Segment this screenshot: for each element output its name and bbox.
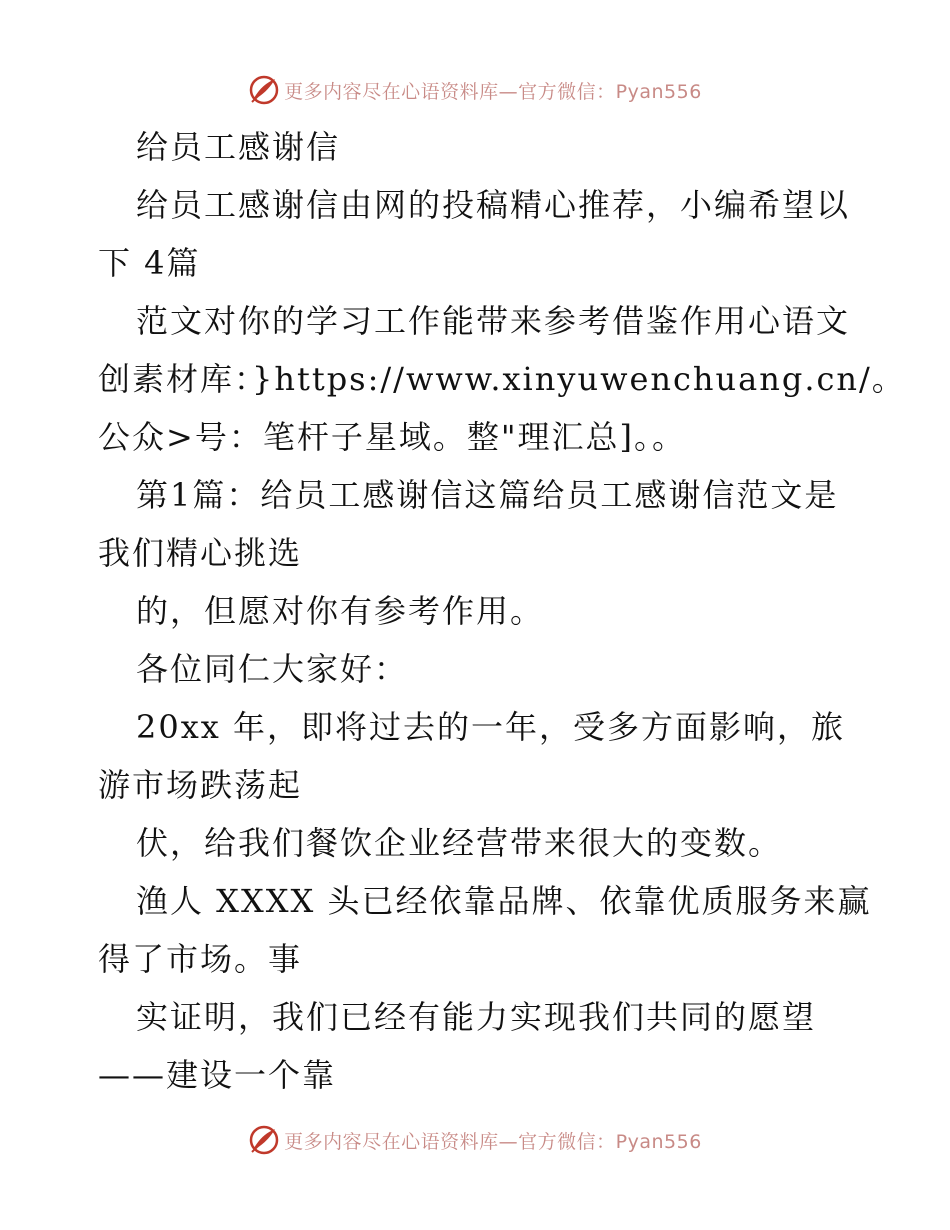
text-line: 的，但愿对你有参考作用。 [136,592,545,630]
text-line: 创素材库：}https://www.xinyuwenchuang.cn/。 [98,360,906,398]
text-line: 公众>号：笔杆子星域。整"理汇总]。。 [98,418,687,456]
text-line: 给员工感谢信由网的投稿精心推荐，小编希望以 [136,186,851,224]
text-line: 渔人 XXXX 头已经依靠品牌、依靠优质服务来赢 [136,882,872,920]
document-body [98,118,906,1104]
text-line: 我们精心挑选 [98,534,303,572]
text-line: 实证明，我们已经有能力实现我们共同的愿望 [136,998,817,1036]
quill-logo-icon [248,74,280,106]
text-line: ——建设一个靠 [98,1056,337,1094]
text-line: 20xx 年，即将过去的一年，受多方面影响，旅 [136,708,845,746]
footer-banner-text: 更多内容尽在心语资料库—官方微信：Pyan556 [284,1130,702,1153]
text-line: 第1篇：给员工感谢信这篇给员工感谢信范文是 [136,476,839,514]
text-line: 游市场跌荡起 [98,766,303,804]
text-line: 各位同仁大家好： [136,650,409,688]
text-line: 得了市场。事 [98,940,303,978]
header-banner-text: 更多内容尽在心语资料库—官方微信：Pyan556 [284,80,702,103]
text-line: 伏，给我们餐饮企业经营带来很大的变数。 [136,824,783,862]
quill-logo-icon [248,1124,280,1156]
header-banner [0,70,950,110]
text-line: 范文对你的学习工作能带来参考借鉴作用心语文 [136,302,851,340]
footer-banner [0,1120,950,1160]
text-line: 给员工感谢信 [136,128,341,166]
text-line: 下 4篇 [98,244,201,282]
